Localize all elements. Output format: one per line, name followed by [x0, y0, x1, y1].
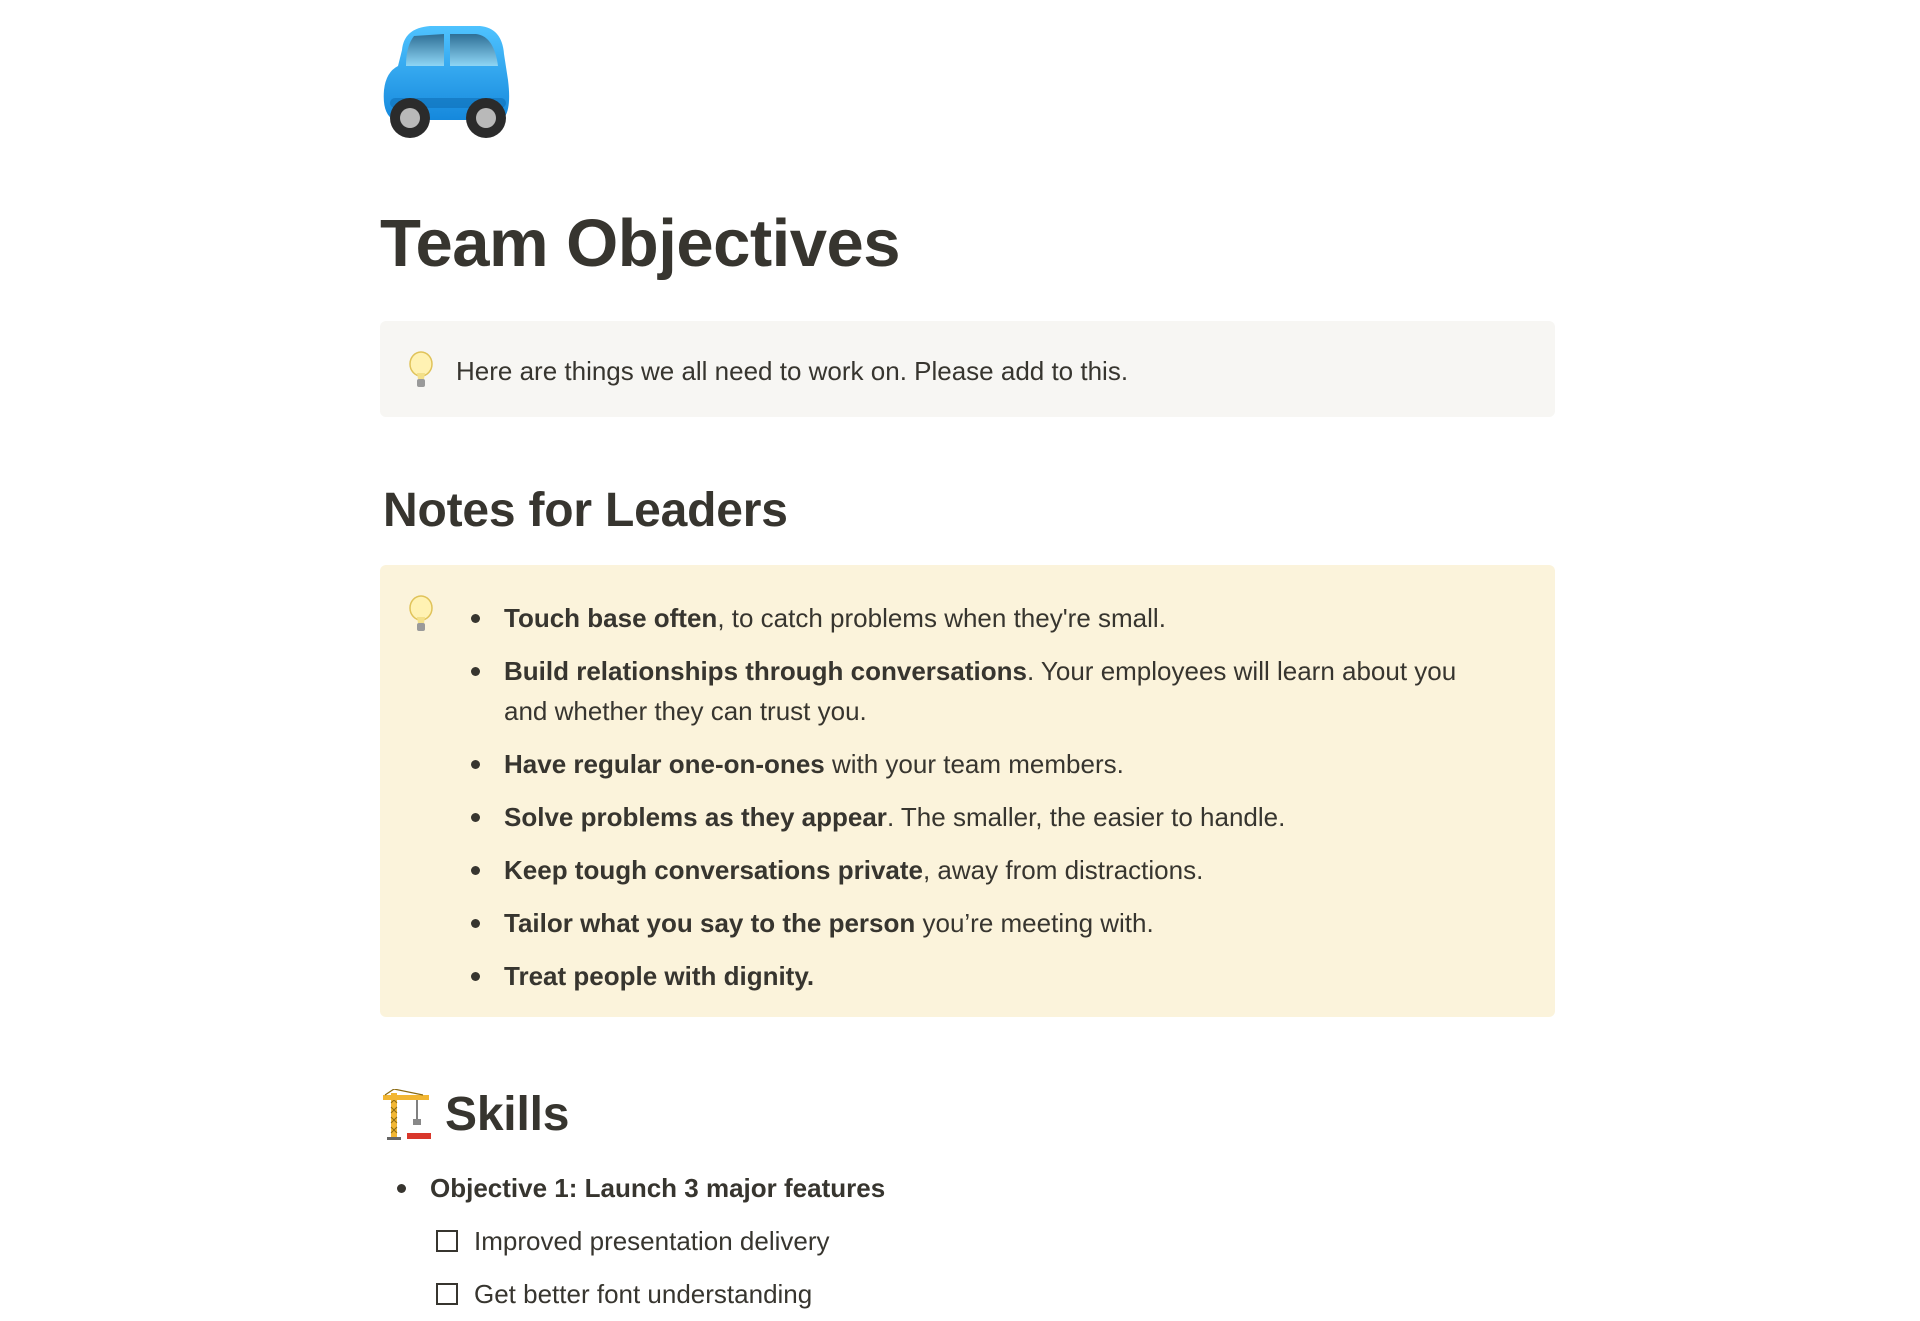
checkbox[interactable] [436, 1283, 458, 1305]
bullet [397, 1184, 406, 1193]
tip-bold: Treat people with dignity. [504, 961, 815, 991]
todo-item[interactable] [436, 1221, 830, 1261]
todo-item[interactable] [436, 1274, 812, 1314]
list-item[interactable] [458, 744, 1468, 784]
list-item[interactable] [458, 956, 1468, 996]
list-item[interactable] [458, 598, 1468, 638]
tip-bold: Have regular one-on-ones [504, 749, 825, 779]
todo-label: Get better font understanding [474, 1278, 813, 1309]
heading-notes-for-leaders[interactable]: Notes for Leaders [383, 484, 788, 537]
tip-bold: Touch base often [504, 603, 718, 633]
lightbulb-icon [408, 351, 434, 391]
skills-heading-text: Skills [445, 1088, 570, 1141]
tip-text: . Your employees will learn about you and whether they can trust you. [504, 656, 1457, 726]
tip-bold: Solve problems as they appear [504, 802, 887, 832]
bullet [471, 919, 480, 928]
construction-crane-icon [383, 1089, 433, 1141]
list-item[interactable] [458, 797, 1468, 837]
intro-callout-text: Here are things we all need to work on. Please add to this. [456, 356, 1129, 386]
intro-callout[interactable] [380, 321, 1555, 417]
list-item[interactable] [458, 651, 1468, 731]
tip-bold: Build relationships through conversations [504, 656, 1027, 686]
bullet [471, 667, 480, 676]
list-item[interactable] [458, 903, 1468, 943]
page-title[interactable]: Team Objectives [380, 206, 901, 281]
bullet [471, 972, 480, 981]
bullet [471, 813, 480, 822]
heading-skills[interactable] [383, 1087, 569, 1142]
objective-text: Objective 1: Launch 3 major features [430, 1173, 886, 1203]
bullet [471, 866, 480, 875]
bullet [471, 760, 480, 769]
car-icon[interactable] [380, 20, 516, 140]
leader-tips-list [458, 598, 1468, 1009]
todo-label: Improved presentation delivery [474, 1225, 830, 1256]
tip-bold: Keep tough conversations private [504, 855, 923, 885]
bullet [471, 614, 480, 623]
tip-text: , to catch problems when they're small. [717, 603, 1166, 633]
leaders-callout[interactable] [380, 565, 1555, 1017]
tip-text: , away from distractions. [922, 855, 1204, 885]
tip-text: . The smaller, the easier to handle. [886, 802, 1286, 832]
lightbulb-icon [408, 595, 434, 635]
list-item[interactable] [458, 850, 1468, 890]
tip-bold: Tailor what you say to the person [504, 908, 916, 938]
checkbox[interactable] [436, 1230, 458, 1252]
tip-text: you’re meeting with. [915, 908, 1154, 938]
tip-text: with your team members. [824, 749, 1124, 779]
